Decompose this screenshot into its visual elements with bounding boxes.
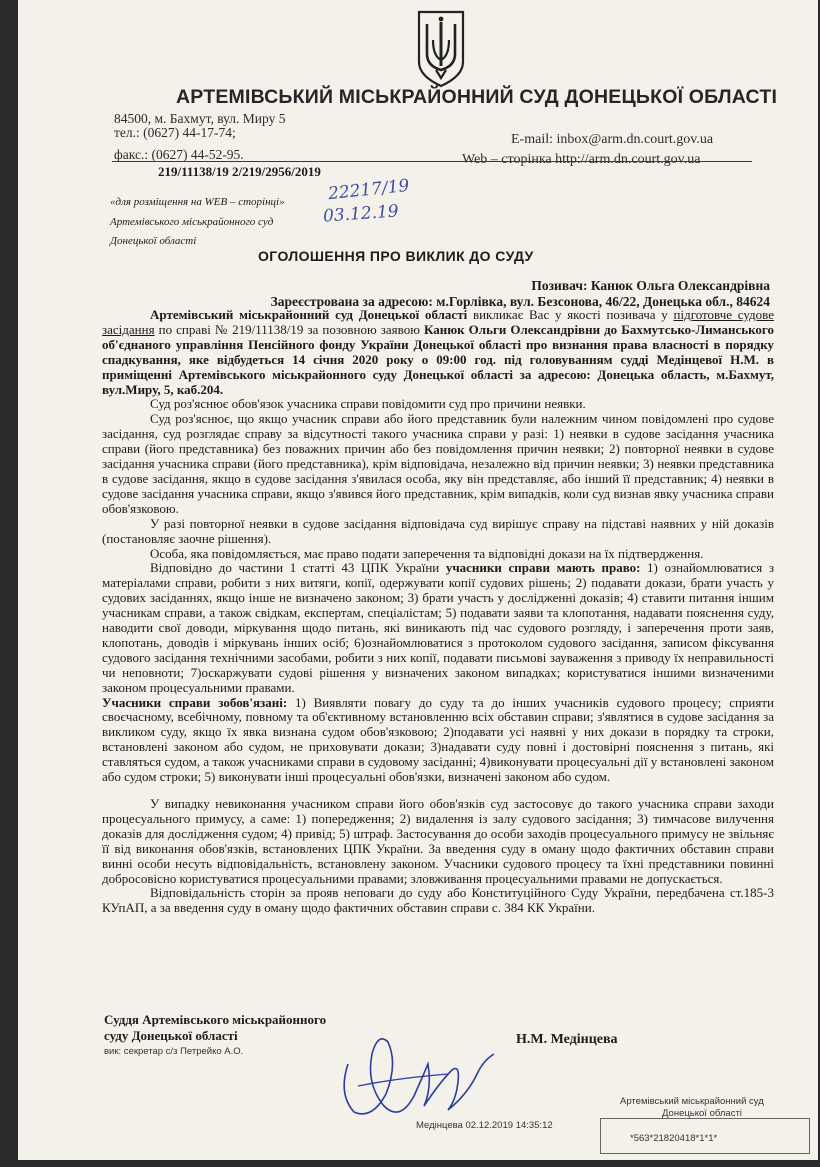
summons-court: Артемівський міськрайонний суд Донецької області xyxy=(150,307,468,322)
header-divider xyxy=(112,161,752,162)
participant-rights-paragraph xyxy=(102,561,774,695)
document-page xyxy=(18,0,818,1160)
handwritten-registration-number: 22217/19 xyxy=(327,175,411,205)
plaintiff-line: Позивач: Канюк Ольга Олександрівна xyxy=(531,278,770,293)
stamp-court-line2: Донецької області xyxy=(662,1108,742,1119)
handwritten-signature xyxy=(328,1024,498,1124)
rights-heading: учасники справи мають право: xyxy=(445,560,641,576)
stamp-court-line1: Артемівський міськрайонний суд xyxy=(620,1096,764,1107)
summons-hearing-type: підготовче судове засідання xyxy=(102,307,774,337)
handwritten-date: 03.12.19 xyxy=(322,201,400,227)
court-website: Web – сторінка http://arm.dn.court.gov.ua xyxy=(462,152,701,167)
placement-note-line1: «для розміщення на WEB – сторінці» xyxy=(110,196,285,208)
absence-duty-paragraph: Суд роз'яснює обов'язок учасника справи повідомити суд про причини неявки. xyxy=(150,396,586,412)
liability-paragraph: Відповідальність сторін за прояв неповаги до суду або Конституційного Суду України, передбачена ст.185-3 КУпАП, а за введення суду в оману щодо фактичних обставин справи с. 384 КК України. xyxy=(102,885,774,916)
court-phone: тел.: (0627) 44-17-74; xyxy=(114,125,236,140)
judge-title-line1: Суддя Артемівського міськрайонного xyxy=(104,1012,327,1027)
document-title: ОГОЛОШЕННЯ ПРО ВИКЛИК ДО СУДУ xyxy=(258,248,534,264)
coat-of-arms-icon xyxy=(416,10,466,88)
judge-name: Н.М. Медінцева xyxy=(516,1032,618,1047)
summons-case-ref: по справі № 219/11138/19 за позовною заявою xyxy=(154,321,424,337)
summons-text-1: викликає Вас у якості позивача у xyxy=(467,307,674,322)
court-address: 84500, м. Бахмут, вул. Миру 5 xyxy=(114,111,286,126)
absence-rules-paragraph: Суд роз'яснює, що якщо учасник справи або його представник були належним чином повідомлені про судове засідання, суд розглядає справу за відсутності такого учасника справи у разі: 1) неявки в судове засідання учасника справи (його представника) без поважних причин або без повідомлення причин неявки; 2) повторної неявки в судове засідання учасника справи (його представника), крім відповідача, незалежно від причин неявки; 3) неявки представника в судове засідання, якщо в судове засідання з'явилася особа, яку він представляє, або інший її представник; 4) неявки в судове засідання учасника справи, якщо з'явився його представник, крім випадків, коли суд визнав явку учасника справи обов'язковою. xyxy=(102,411,774,516)
court-fax: факс.: (0627) 44-52-95. xyxy=(114,147,244,162)
court-name: АРТЕМІВСЬКИЙ МІСЬКРАЙОННИЙ СУД ДОНЕЦЬКОЇ ОБЛАСТІ xyxy=(176,86,778,108)
coercion-paragraph: У випадку невиконання учасником справи його обов'язків суд застосовує до такого учасника справи заходи процесуального примусу, а саме: 1) попередження; 2) видалення із залу судового засідання; 3) тимчасове вилучення доказів для дослідження судом; 4) привід; 5) штраф. Застосування до особи заходів процесуального примусу не звільняє її від виконання обов'язків, встановлених ЦПК України. За введення суду в оману щодо фактичних обставин справи винні особи несуть відповідальність, встановлену законом. Учасники судового процесу та їхні представники повинні добросовісно користуватися процесуальними правами; зловживання процесуальними правами не допускається. xyxy=(102,796,774,886)
placement-note-line2: Артемівського міськрайонного суд xyxy=(110,216,274,228)
notice-body xyxy=(102,308,774,916)
executor-note: вик: секретар с/з Петрейко А.О. xyxy=(104,1046,244,1057)
rights-intro: Відповідно до частини 1 статті 43 ЦПК України xyxy=(150,560,446,576)
judge-title-line2: суду Донецької області xyxy=(104,1028,238,1043)
placement-note-line3: Донецької області xyxy=(110,235,197,247)
summons-details: Канюк Ольги Олександрівни до Бахмутсько-Лиманського об'єднаного управління Пенсійного фонду України Донецької області про визнання права власності в порядку спадкування, яке відбудеться 14 січня 2020 року о 09:00 год. під головуванням судді Медінцевої Н.М. в приміщенні Артемівського міськрайонного суду Донецької області за адресою: Донецька область, м.Бахмут, вул.Миру, 5, каб.204. xyxy=(102,321,774,397)
duties-list: 1) Виявляти повагу до суду та до інших учасників судового процесу; сприяти своєчасному, всебічному, повному та об'єктивному встановленню всіх обставин справи; з'являтися в судове засідання за викликом суду, якщо їх явка визнана судом обов'язковою; 2)подавати усі наявні у них докази в порядку та строки, встановлені законом або судом, не приховувати докази; 3)надавати суду повні і достовірні пояснення з питань, які ставляться судом, а також учасниками справи в судовому засіданні; 4)виконувати процесуальні дії у встановлені законом або судом строки; 5) виконувати інші процесуальні обов'язки, визначені законом або судом. xyxy=(102,694,774,785)
repeated-absence-paragraph: У разі повторної неявки в судове засідання відповідача суд вирішує справу на підставі наявних у ній доказів (постановляє заочне рішення). xyxy=(102,515,774,546)
participant-duties-paragraph xyxy=(102,696,774,785)
summons-paragraph xyxy=(102,308,774,397)
objection-right-paragraph: Особа, яка повідомляється, має право подати заперечення та відповідні докази на їх підтвердження. xyxy=(150,545,704,561)
barcode-text: *563*21820418*1*1* xyxy=(630,1133,718,1144)
court-email: E-mail: inbox@arm.dn.court.gov.ua xyxy=(511,132,714,147)
duties-heading: Учасники справи зобов'язані: xyxy=(102,694,288,710)
registered-address-line: Зареєстрована за адресою: м.Горлівка, вул. Безсонова, 46/22, Донецька обл., 84624 xyxy=(270,294,770,309)
timestamp: Медінцева 02.12.2019 14:35:12 xyxy=(416,1120,553,1131)
case-numbers: 219/11138/19 2/219/2956/2019 xyxy=(158,164,321,179)
rights-list: 1) ознайомлюватися з матеріалами справи, робити з них витяги, копії, одержувати копії судових рішень; 2) подавати докази, брати участь у судових засіданнях, якщо інше не визначено законом; 3) брати участь у дослідженні доказів; 4) ставити питання іншим учасникам справи, а також свідкам, експертам, спеціалістам; 5) подавати заяви та клопотання, надавати пояснення суду, наводити свої доводи, міркування щодо питань, які виникають під час судового розгляду, і заперечення проти заяв, клопотань, доводів і міркувань інших осіб; 6)ознайомлюватися з протоколом судового засідання, записом фіксування судового засідання технічними засобами, робити з них копії, подавати письмові зауваження з приводу їх неправильності чи неповноти; 7)оскаржувати судові рішення у визначених законом випадках; користуватися іншими визначеними законом процесуальними правами. xyxy=(102,560,774,695)
